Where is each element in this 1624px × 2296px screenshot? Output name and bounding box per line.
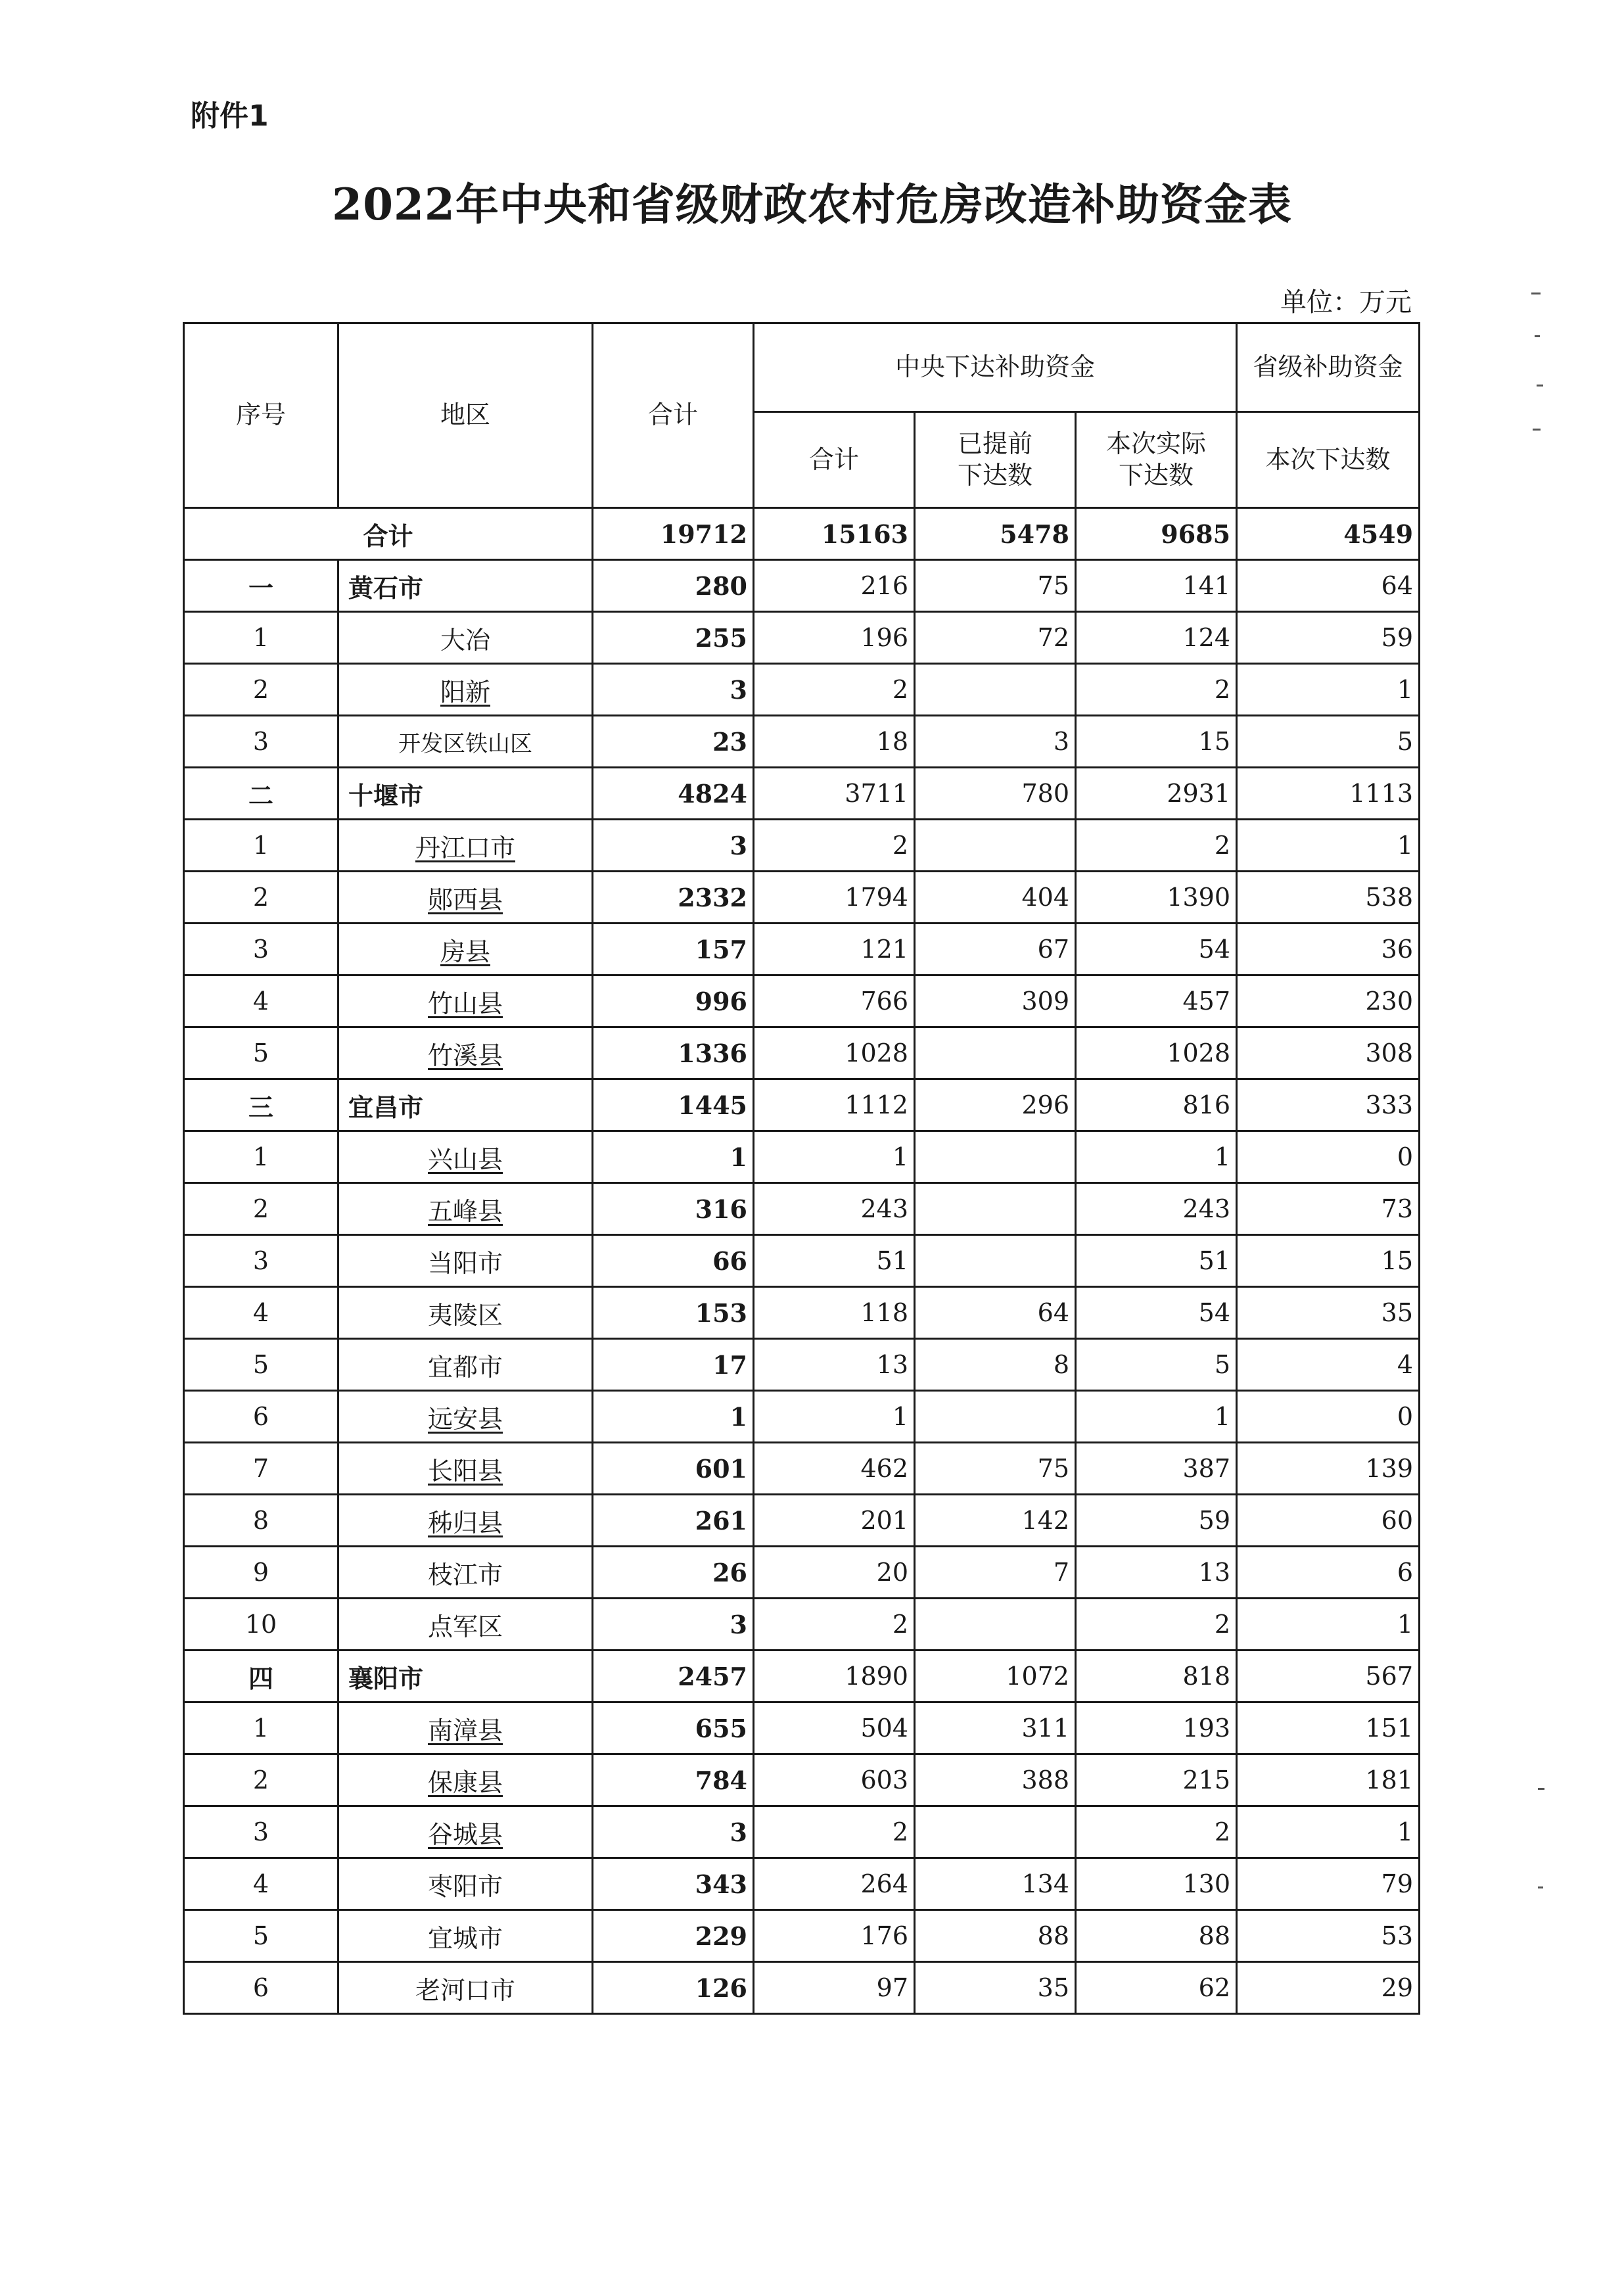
county-row [184,1339,1420,1391]
row-central-prior: 35 [915,1962,1076,2014]
row-total: 66 [593,1235,754,1287]
row-central-prior [915,1027,1076,1079]
region-name: 枣阳市 [427,1871,503,1901]
header-central-current-text: 本次实际 下达数 [1106,429,1207,490]
row-seq: 2 [184,1183,338,1235]
row-total: 1 [593,1131,754,1183]
row-region [338,1027,593,1079]
row-total: 1445 [593,1079,754,1131]
row-total: 4824 [593,768,754,820]
row-total: 3 [593,820,754,872]
row-total: 996 [593,975,754,1027]
row-central-prior [915,664,1076,716]
row-total: 153 [593,1287,754,1339]
county-row [184,1391,1420,1443]
row-provincial: 35 [1237,1287,1420,1339]
header-region: 地区 [338,323,593,508]
row-region [338,1754,593,1806]
row-region [338,1183,593,1235]
grand-total-central-current: 9685 [1076,508,1237,560]
row-central-prior: 7 [915,1547,1076,1599]
county-row [184,1910,1420,1962]
row-central-prior: 75 [915,560,1076,612]
row-seq: 2 [184,664,338,716]
row-seq: 四 [184,1651,338,1702]
row-central-total: 603 [754,1754,915,1806]
row-central-total: 176 [754,1910,915,1962]
region-name: 房县 [440,937,490,966]
row-central-total: 3711 [754,768,915,820]
row-total: 1 [593,1391,754,1443]
county-row [184,1183,1420,1235]
county-row [184,924,1420,975]
row-provincial: 181 [1237,1754,1420,1806]
row-region [338,1339,593,1391]
city-row [184,1651,1420,1702]
region-name: 长阳县 [427,1456,503,1486]
region-name: 五峰县 [427,1196,503,1226]
row-provincial: 567 [1237,1651,1420,1702]
row-central-current: 51 [1076,1235,1237,1287]
row-central-total: 2 [754,820,915,872]
grand-total-row [184,508,1420,560]
row-central-total: 1 [754,1391,915,1443]
row-central-current: 2 [1076,1599,1237,1651]
row-central-current: 88 [1076,1910,1237,1962]
row-central-prior: 780 [915,768,1076,820]
row-provincial: 0 [1237,1391,1420,1443]
row-total: 2457 [593,1651,754,1702]
row-central-current: 62 [1076,1962,1237,2014]
row-seq: 3 [184,1235,338,1287]
row-central-current: 13 [1076,1547,1237,1599]
row-provincial: 333 [1237,1079,1420,1131]
row-total: 601 [593,1443,754,1495]
county-row [184,1702,1420,1754]
header-seq: 序号 [184,323,338,508]
row-central-prior [915,1131,1076,1183]
grand-total-label: 合计 [184,508,593,560]
row-provincial: 29 [1237,1962,1420,2014]
city-row [184,1079,1420,1131]
row-central-prior: 142 [915,1495,1076,1547]
row-seq: 1 [184,1702,338,1754]
row-central-prior: 404 [915,872,1076,924]
row-central-total: 2 [754,1806,915,1858]
row-region [338,716,593,768]
region-name: 秭归县 [427,1508,503,1537]
row-central-current: 130 [1076,1858,1237,1910]
row-region [338,1702,593,1754]
row-seq: 4 [184,1858,338,1910]
row-total: 229 [593,1910,754,1962]
county-row [184,1131,1420,1183]
scan-speck [1537,385,1543,387]
county-row [184,1495,1420,1547]
row-total: 261 [593,1495,754,1547]
row-region [338,872,593,924]
header-central-current [1076,412,1237,508]
city-row [184,560,1420,612]
row-provincial: 5 [1237,716,1420,768]
row-central-total: 1794 [754,872,915,924]
row-central-total: 243 [754,1183,915,1235]
row-provincial: 1113 [1237,768,1420,820]
row-seq: 6 [184,1391,338,1443]
row-seq: 3 [184,1806,338,1858]
row-central-current: 818 [1076,1651,1237,1702]
row-central-prior: 8 [915,1339,1076,1391]
table-header [184,323,1420,508]
row-provincial: 60 [1237,1495,1420,1547]
region-name: 老河口市 [415,1975,515,2005]
row-region [338,1391,593,1443]
row-region [338,975,593,1027]
row-central-current: 2931 [1076,768,1237,820]
county-row [184,820,1420,872]
row-central-total: 13 [754,1339,915,1391]
row-provincial: 1 [1237,1806,1420,1858]
row-seq: 5 [184,1027,338,1079]
row-provincial: 15 [1237,1235,1420,1287]
row-central-current: 243 [1076,1183,1237,1235]
row-central-prior [915,1391,1076,1443]
county-row [184,1287,1420,1339]
row-central-prior [915,1235,1076,1287]
row-region [338,1962,593,2014]
row-central-total: 121 [754,924,915,975]
row-central-current: 1028 [1076,1027,1237,1079]
row-central-current: 193 [1076,1702,1237,1754]
row-central-current: 1390 [1076,872,1237,924]
region-name: 谷城县 [427,1819,503,1849]
header-central-total: 合计 [754,412,915,508]
county-row [184,612,1420,664]
row-provincial: 73 [1237,1183,1420,1235]
region-name: 南漳县 [427,1716,503,1745]
row-seq: 3 [184,924,338,975]
region-name: 竹山县 [427,989,503,1018]
row-seq: 9 [184,1547,338,1599]
region-name: 阳新 [440,677,490,707]
row-seq: 1 [184,820,338,872]
row-seq: 5 [184,1910,338,1962]
region-name: 枝江市 [427,1560,503,1589]
row-central-total: 264 [754,1858,915,1910]
row-central-total: 462 [754,1443,915,1495]
row-region [338,924,593,975]
row-seq: 二 [184,768,338,820]
region-name: 大冶 [440,625,490,655]
document-title: 2022年中央和省级财政农村危房改造补助资金表 [332,179,1292,230]
unit-label: 单位：万元 [1280,287,1412,317]
county-row [184,872,1420,924]
row-provincial: 53 [1237,1910,1420,1962]
grand-total-provincial: 4549 [1237,508,1420,560]
header-provincial-current: 本次下达数 [1237,412,1420,508]
row-seq: 4 [184,975,338,1027]
row-central-current: 15 [1076,716,1237,768]
row-central-current: 1 [1076,1391,1237,1443]
row-provincial: 4 [1237,1339,1420,1391]
row-central-current: 54 [1076,1287,1237,1339]
attachment-label: 附件1 [191,99,269,133]
row-provincial: 0 [1237,1131,1420,1183]
region-name: 开发区铁山区 [398,730,532,757]
row-central-prior: 388 [915,1754,1076,1806]
row-total: 784 [593,1754,754,1806]
row-provincial: 59 [1237,612,1420,664]
county-row [184,664,1420,716]
row-total: 23 [593,716,754,768]
row-region [338,664,593,716]
row-region [338,1287,593,1339]
row-central-total: 1 [754,1131,915,1183]
row-central-current: 2 [1076,664,1237,716]
row-seq: 7 [184,1443,338,1495]
county-row [184,1754,1420,1806]
row-seq: 10 [184,1599,338,1651]
row-central-prior: 134 [915,1858,1076,1910]
row-total: 2332 [593,872,754,924]
grand-total-total: 19712 [593,508,754,560]
row-provincial: 36 [1237,924,1420,975]
row-central-prior [915,1183,1076,1235]
row-central-total: 1028 [754,1027,915,1079]
county-row [184,975,1420,1027]
row-seq: 2 [184,1754,338,1806]
row-central-prior: 75 [915,1443,1076,1495]
header-central-prior-text: 已提前 下达数 [957,429,1032,490]
row-total: 3 [593,1599,754,1651]
row-central-total: 20 [754,1547,915,1599]
row-central-prior [915,1806,1076,1858]
grand-total-central-total: 15163 [754,508,915,560]
row-region [338,1131,593,1183]
row-seq: 一 [184,560,338,612]
row-provincial: 308 [1237,1027,1420,1079]
row-central-total: 216 [754,560,915,612]
row-provincial: 64 [1237,560,1420,612]
row-region [338,1235,593,1287]
scan-speck [1538,1788,1544,1790]
row-region: 宜昌市 [338,1079,593,1131]
region-name: 丹江口市 [415,833,515,862]
row-total: 26 [593,1547,754,1599]
row-region: 黄石市 [338,560,593,612]
scan-speck [1533,429,1541,431]
row-central-prior: 64 [915,1287,1076,1339]
region-name: 当阳市 [427,1248,503,1278]
region-name: 远安县 [427,1404,503,1434]
row-seq: 6 [184,1962,338,2014]
row-central-total: 2 [754,1599,915,1651]
row-total: 157 [593,924,754,975]
row-central-total: 1112 [754,1079,915,1131]
row-region [338,1910,593,1962]
region-name: 竹溪县 [427,1041,503,1070]
row-central-prior [915,820,1076,872]
row-total: 17 [593,1339,754,1391]
row-central-prior: 67 [915,924,1076,975]
row-provincial: 1 [1237,820,1420,872]
row-central-total: 2 [754,664,915,716]
row-seq: 5 [184,1339,338,1391]
row-provincial: 1 [1237,1599,1420,1651]
row-central-total: 97 [754,1962,915,2014]
city-row [184,768,1420,820]
row-total: 316 [593,1183,754,1235]
row-region [338,1443,593,1495]
row-central-prior: 72 [915,612,1076,664]
header-total: 合计 [593,323,754,508]
row-central-total: 766 [754,975,915,1027]
row-region: 十堰市 [338,768,593,820]
row-region [338,1599,593,1651]
row-central-prior: 1072 [915,1651,1076,1702]
header-central-prior [915,412,1076,508]
row-central-current: 141 [1076,560,1237,612]
row-central-prior: 3 [915,716,1076,768]
row-total: 3 [593,1806,754,1858]
region-name: 夷陵区 [427,1300,503,1330]
row-provincial: 1 [1237,664,1420,716]
region-name: 宜城市 [427,1923,503,1953]
row-total: 343 [593,1858,754,1910]
county-row [184,1962,1420,2014]
row-central-current: 215 [1076,1754,1237,1806]
row-total: 3 [593,664,754,716]
scan-speck [1538,1886,1543,1888]
row-total: 1336 [593,1027,754,1079]
row-seq: 1 [184,612,338,664]
region-name: 宜都市 [427,1352,503,1382]
row-central-current: 124 [1076,612,1237,664]
region-name: 郧西县 [427,885,503,914]
row-seq: 4 [184,1287,338,1339]
row-provincial: 151 [1237,1702,1420,1754]
header-provincial-group: 省级补助资金 [1237,323,1420,412]
county-row [184,1547,1420,1599]
row-seq: 8 [184,1495,338,1547]
row-region [338,612,593,664]
grand-total-central-prior: 5478 [915,508,1076,560]
row-region [338,1495,593,1547]
row-total: 280 [593,560,754,612]
county-row [184,1858,1420,1910]
row-provincial: 139 [1237,1443,1420,1495]
row-central-current: 816 [1076,1079,1237,1131]
row-central-prior: 309 [915,975,1076,1027]
county-row [184,1599,1420,1651]
row-region [338,820,593,872]
row-region [338,1858,593,1910]
scan-speck [1531,293,1541,294]
row-seq: 1 [184,1131,338,1183]
row-total: 655 [593,1702,754,1754]
header-central-group: 中央下达补助资金 [754,323,1237,412]
row-region [338,1547,593,1599]
row-central-current: 2 [1076,820,1237,872]
row-central-total: 51 [754,1235,915,1287]
row-region: 襄阳市 [338,1651,593,1702]
row-seq: 3 [184,716,338,768]
row-central-current: 457 [1076,975,1237,1027]
row-central-total: 196 [754,612,915,664]
region-name: 点军区 [427,1612,503,1641]
region-name: 保康县 [427,1768,503,1797]
row-central-prior: 296 [915,1079,1076,1131]
row-provincial: 79 [1237,1858,1420,1910]
row-provincial: 230 [1237,975,1420,1027]
county-row [184,1027,1420,1079]
row-provincial: 538 [1237,872,1420,924]
row-central-total: 118 [754,1287,915,1339]
row-total: 126 [593,1962,754,2014]
row-central-current: 2 [1076,1806,1237,1858]
row-central-prior: 88 [915,1910,1076,1962]
region-name: 兴山县 [427,1144,503,1174]
row-central-total: 201 [754,1495,915,1547]
row-region [338,1806,593,1858]
county-row [184,716,1420,768]
row-central-current: 54 [1076,924,1237,975]
row-central-total: 504 [754,1702,915,1754]
row-central-total: 1890 [754,1651,915,1702]
subsidy-funds-table [183,322,1420,2015]
row-provincial: 6 [1237,1547,1420,1599]
county-row [184,1235,1420,1287]
row-central-current: 387 [1076,1443,1237,1495]
scan-speck [1535,335,1540,337]
row-central-current: 1 [1076,1131,1237,1183]
row-central-current: 5 [1076,1339,1237,1391]
row-central-prior [915,1599,1076,1651]
row-seq: 2 [184,872,338,924]
row-central-current: 59 [1076,1495,1237,1547]
row-total: 255 [593,612,754,664]
county-row [184,1443,1420,1495]
row-central-prior: 311 [915,1702,1076,1754]
table-body [184,508,1420,2014]
row-seq: 三 [184,1079,338,1131]
row-central-total: 18 [754,716,915,768]
county-row [184,1806,1420,1858]
